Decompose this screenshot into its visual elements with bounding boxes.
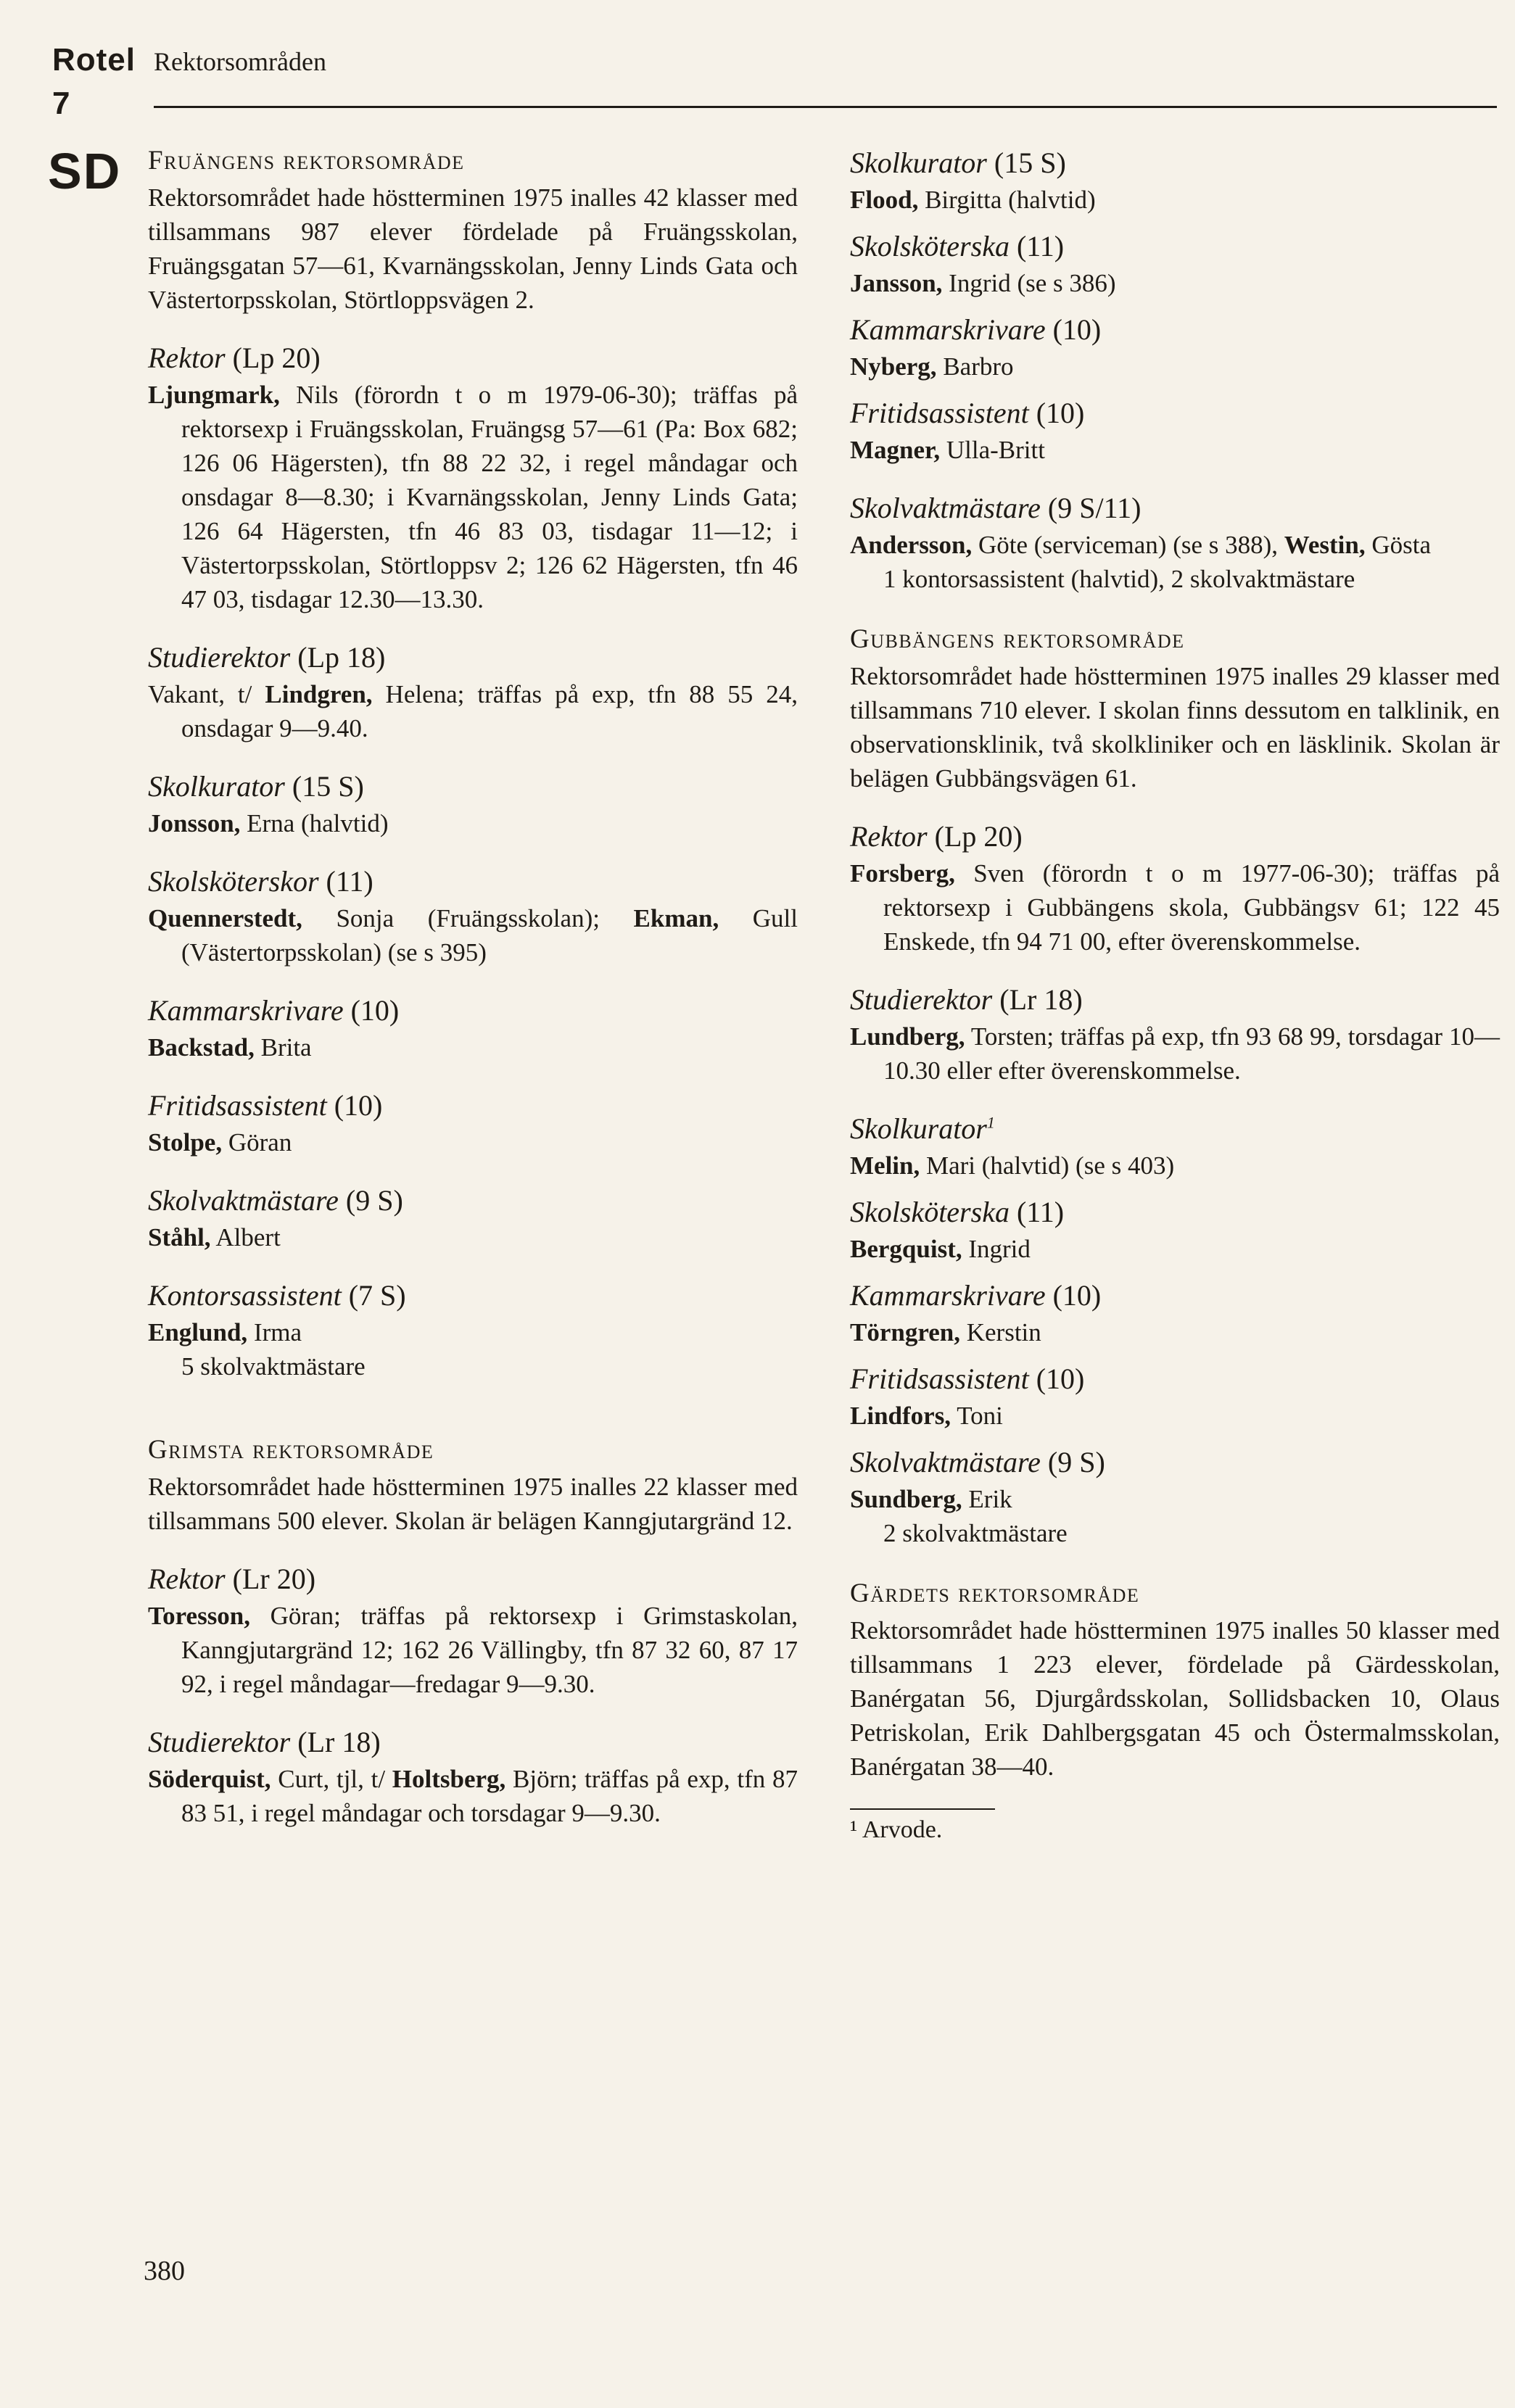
header-rotel: Rotel <box>52 42 136 78</box>
footnote: ¹ Arvode. <box>850 1816 943 1843</box>
role-heading: Rektor (Lr 20) <box>148 1563 316 1595</box>
extra-staff-note: 5 skolvaktmästare <box>181 1352 366 1381</box>
footnote-rule <box>850 1808 995 1810</box>
spacer <box>148 1383 798 1433</box>
person-entry: Sundberg, Erik <box>850 1485 1012 1513</box>
role-heading: Fritidsassistent (10) <box>148 1089 383 1122</box>
header-number: 7 <box>52 86 70 121</box>
person-entry: Bergquist, Ingrid <box>850 1235 1031 1263</box>
role-heading: Kammarskrivare (10) <box>148 994 400 1027</box>
role-heading: Studierektor (Lp 18) <box>148 641 386 674</box>
person-entry: Forsberg, Sven (förordn t o m 1977-06-30); träffas på rektorsexp i Gubbängens skola, Gubbängsv 61; 122 45 Enskede, tfn 94 71 00, efter överenskommelse. <box>850 859 1500 956</box>
role-heading: Rektor (Lp 20) <box>148 342 321 374</box>
person-entry: Melin, Mari (halvtid) (se s 403) <box>850 1151 1175 1180</box>
person-entry: Ståhl, Albert <box>148 1223 281 1251</box>
role-heading: Skolkurator (15 S) <box>148 770 364 803</box>
section-title-grimsta: Grimsta rektorsområde <box>148 1435 434 1465</box>
header-title: Rektorsområden <box>154 47 326 76</box>
spacer <box>850 1550 1500 1576</box>
person-entry: Vakant, t/ Lindgren, Helena; träffas på exp, tfn 88 55 24, onsdagar 9—9.40. <box>148 680 798 742</box>
role-heading: Skolkurator$^1$ <box>850 1112 995 1145</box>
role-heading: Skolkurator (15 S) <box>850 146 1066 179</box>
role-heading: Skolsköterskor (11) <box>148 865 373 898</box>
role-heading: Skolvaktmästare (9 S/11) <box>850 492 1142 524</box>
role-heading: Skolvaktmästare (9 S) <box>850 1446 1105 1478</box>
role-heading: Skolsköterska (11) <box>850 230 1065 262</box>
spacer <box>850 596 1500 622</box>
header-rule <box>154 106 1497 108</box>
person-entry: Lundberg, Torsten; träffas på exp, tfn 93 68 99, torsdagar 10—10.30 eller efter överenskommelse. <box>850 1022 1500 1085</box>
person-entry: Quennerstedt, Sonja (Fruängsskolan); Ekman, Gull (Västertorpsskolan) (se s 395) <box>148 904 798 967</box>
person-entry: Englund, Irma <box>148 1318 302 1346</box>
person-entry: Magner, Ulla-Britt <box>850 436 1045 464</box>
person-entry: Toresson, Göran; träffas på rektorsexp i Grimstaskolan, Kanngjutargränd 12; 162 26 Vällingby, tfn 87 32 60, 87 17 92, i regel måndagar—fredagar 9—9.30. <box>148 1602 798 1698</box>
section-intro-grimsta: Rektorsområdet hade höstterminen 1975 inalles 22 klasser med tillsammans 500 elever. Skolan är belägen Kanngjutargränd 12. <box>148 1473 798 1535</box>
person-entry: Flood, Birgitta (halvtid) <box>850 186 1096 214</box>
role-heading: Fritidsassistent (10) <box>850 1362 1085 1395</box>
header-code: SD <box>48 143 122 199</box>
person-entry: Söderquist, Curt, tjl, t/ Holtsberg, Björn; träffas på exp, tfn 87 83 51, i regel måndagar och torsdagar 9—9.30. <box>148 1765 798 1827</box>
person-entry: Lindfors, Toni <box>850 1402 1003 1430</box>
section-intro-gubbangen: Rektorsområdet hade höstterminen 1975 inalles 29 klasser med tillsammans 710 elever. I skolan finns dessutom en talklinik, en observationsklinik, två skolkliniker och en läsklinik. Skolan är belägen Gubbängsvägen 61. <box>850 662 1500 793</box>
extra-staff-note: 2 skolvaktmästare <box>883 1519 1068 1547</box>
role-heading: Kontorsassistent (7 S) <box>148 1279 406 1312</box>
role-heading: Skolvaktmästare (9 S) <box>148 1184 403 1217</box>
section-intro-gardet: Rektorsområdet hade höstterminen 1975 inalles 50 klasser med tillsammans 1 223 elever, fördelade på Gärdesskolan, Banérgatan 56, Djurgårdsskolan, Sollidsbacken 10, Olaus Petriskolan, Erik Dahlbergsgatan 45 och Östermalmsskolan, Banérgatan 38—40. <box>850 1616 1500 1781</box>
role-heading: Kammarskrivare (10) <box>850 313 1102 346</box>
person-entry: Backstad, Brita <box>148 1033 312 1062</box>
extra-staff-note: 1 kontorsassistent (halvtid), 2 skolvaktmästare <box>883 565 1355 593</box>
role-heading: Rektor (Lp 20) <box>850 820 1023 853</box>
section-title-fruangen: Fruängens rektorsområde <box>148 146 465 175</box>
person-entry: Jonsson, Erna (halvtid) <box>148 809 389 837</box>
right-column <box>850 144 1500 1847</box>
role-heading: Studierektor (Lr 18) <box>148 1726 381 1758</box>
role-heading: Fritidsassistent (10) <box>850 397 1085 429</box>
section-title-gubbangen: Gubbängens rektorsområde <box>850 624 1185 654</box>
role-heading: Kammarskrivare (10) <box>850 1279 1102 1312</box>
section-title-gardet: Gärdets rektorsområde <box>850 1579 1140 1608</box>
person-entry: Nyberg, Barbro <box>850 352 1014 381</box>
person-entry: Ljungmark, Nils (förordn t o m 1979-06-30); träffas på rektorsexp i Fruängsskolan, Fruängsg 57—61 (Pa: Box 682; 126 06 Hägersten), tfn 88 22 32, i regel måndagar och onsdagar 8—8.30; i Kvarnängsskolan, Jenny Linds Gata; 126 64 Hägersten, tfn 46 83 03, tisdagar 11—12; i Västertorpsskolan, Störtloppsv 2; 126 62 Hägersten, tfn 46 47 03, tisdagar 12.30—13.30. <box>148 381 798 613</box>
left-column <box>148 144 798 1830</box>
section-intro-fruangen: Rektorsområdet hade höstterminen 1975 inalles 42 klasser med tillsammans 987 elever fördelade på Fruängsskolan, Fruängsgatan 57—61, Kvarnängsskolan, Jenny Linds Gata och Västertorpsskolan, Störtloppsvägen 2. <box>148 183 798 314</box>
page-number: 380 <box>144 2256 185 2286</box>
person-entry: Jansson, Ingrid (se s 386) <box>850 269 1116 297</box>
role-heading: Studierektor (Lr 18) <box>850 983 1083 1016</box>
person-entry: Stolpe, Göran <box>148 1128 292 1157</box>
person-entry: Andersson, Göte (serviceman) (se s 388), Westin, Gösta <box>850 531 1432 559</box>
person-entry: Törngren, Kerstin <box>850 1318 1041 1346</box>
role-heading: Skolsköterska (11) <box>850 1196 1065 1228</box>
